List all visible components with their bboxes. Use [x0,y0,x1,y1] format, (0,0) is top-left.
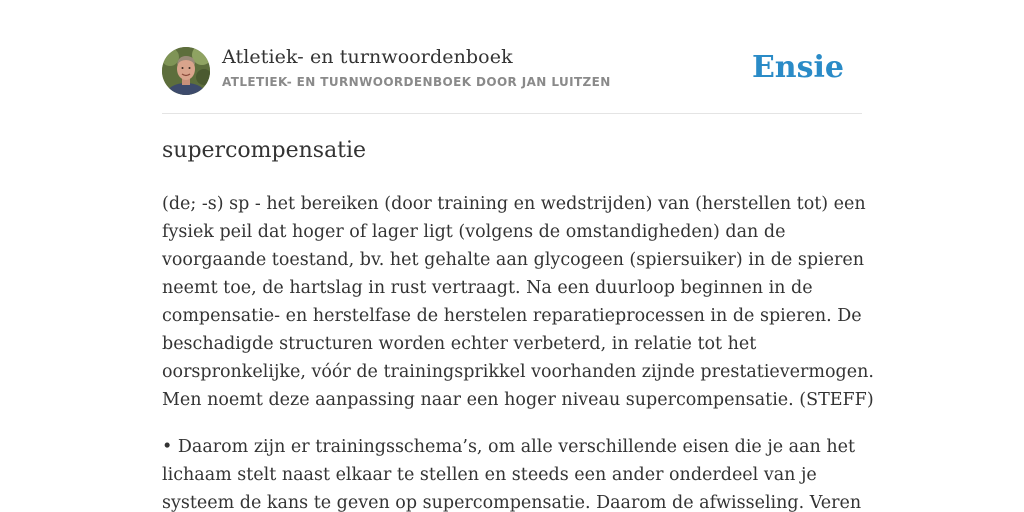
ensie-logo[interactable]: Ensie [751,50,844,85]
definition-line: Men noemt deze aanpassing naar een hoger niveau supercompensatie. (STEFF) [162,390,874,410]
definition-line: oorspronkelijke, vóór de trainingsprikkel voorhanden zijnde prestatievermogen. [162,362,874,382]
definition-line: voorgaande toestand, bv. het gehalte aan glycogeen (spiersuiker) in de spieren [162,250,864,270]
definition-line: (de; -s) sp - het bereiken (door training en wedstrijden) van (herstellen tot) een [162,194,866,214]
definition-line: beschadigde structuren worden echter verbeterd, in relatie tot het [162,334,757,354]
definition-line: • Daarom zijn er trainingsschema’s, om alle verschillende eisen die je aan het [162,437,856,457]
definition-paragraph-1 [162,190,882,414]
definition-line: compensatie- en herstelfase de herstelen reparatieprocessen in de spieren. De [162,306,862,326]
definition-line: lichaam stelt naast elkaar te stellen en steeds een ander onderdeel van je [162,465,817,485]
entry-headword: supercompensatie [162,138,367,163]
dictionary-subtitle: ATLETIEK- EN TURNWOORDENBOEK DOOR JAN LUITZEN [222,75,611,89]
dictionary-title[interactable]: Atletiek- en turnwoordenboek [222,46,513,68]
header-divider [162,113,862,114]
dictionary-header [162,46,862,96]
definition-line: fysiek peil dat hoger of lager ligt (volgens de omstandigheden) dan de [162,222,786,242]
author-avatar[interactable] [162,47,210,95]
definition-line: systeem de kans te geven op supercompensatie. Daarom de afwisseling. Veren [162,493,862,512]
definition-line: neemt toe, de hartslag in rust vertraagt. Na een duurloop beginnen in de [162,278,813,298]
definition-paragraph-2 [162,433,882,512]
entry-definition [162,190,882,512]
author-portrait-icon [162,47,210,95]
